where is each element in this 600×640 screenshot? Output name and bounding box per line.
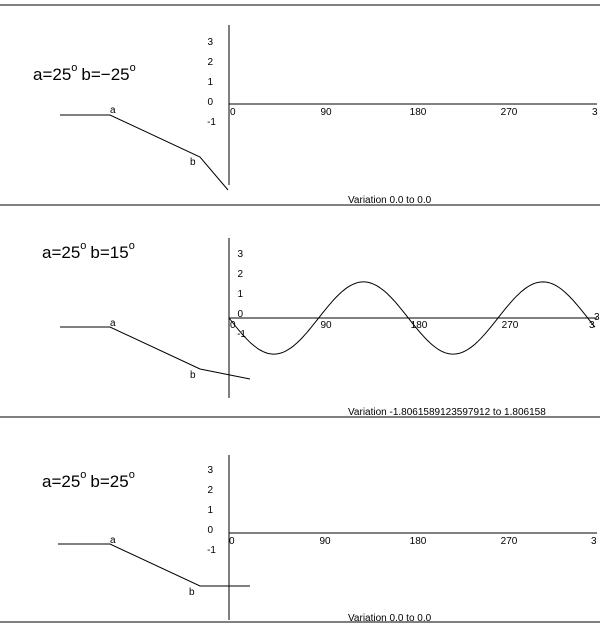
panel-2-y-tick: 2	[237, 269, 243, 280]
panel-1-y-tick: 2	[207, 57, 213, 68]
panel-2	[42, 238, 600, 418]
panel-2-y-tick: 0	[237, 309, 243, 320]
panel-1-x-tick: 0	[230, 107, 236, 118]
panel-1-x-tick: 3	[592, 107, 598, 118]
panel-1-path	[60, 115, 228, 190]
panel-1-title-b-degree: o	[129, 62, 136, 74]
panel-2-title-b: b=15	[90, 243, 129, 262]
panel-2-y-tick: -1	[237, 329, 246, 340]
panel-3-title-a: a=25	[42, 472, 81, 491]
panel-3-title-a-degree: o	[80, 469, 87, 481]
panel-2-x-axis-end-label: 3	[594, 312, 600, 323]
panel-3-y-tick: 0	[207, 525, 213, 536]
panel-2-title	[42, 240, 135, 262]
panel-3-y-tick: 2	[207, 485, 213, 496]
panel-1-x-tick: 180	[409, 107, 427, 118]
panel-2-point-a-label: a	[110, 318, 116, 329]
panel-1-x-tick: 270	[500, 107, 518, 118]
panel-3-variation: Variation 0.0 to 0.0	[348, 613, 432, 624]
panel-1	[33, 25, 598, 206]
panel-1-y-tick: -1	[207, 117, 216, 128]
panel-2-y-tick: 3	[237, 249, 243, 260]
panel-2-x-tick: 90	[320, 320, 332, 331]
panel-3-y-tick: -1	[207, 545, 216, 556]
panel-2-variation: Variation -1.8061589123597912 to 1.806158	[348, 407, 546, 418]
panel-2-x-tick: 180	[410, 320, 428, 331]
panel-3-title-b-degree: o	[128, 469, 135, 481]
panel-2-title-a: a=25	[42, 243, 81, 262]
panel-2-x-tick: 0	[230, 320, 236, 331]
panel-1-point-b-label: b	[190, 157, 196, 168]
panel-2-title-b-degree: o	[128, 240, 135, 252]
panel-1-title-a: a=25	[33, 65, 72, 84]
panel-1-title-b: b=−25	[81, 65, 130, 84]
panel-2-x-tick: 270	[501, 320, 519, 331]
panel-3-path	[58, 544, 250, 586]
panel-2-x-tick: 3	[589, 320, 595, 331]
panel-3	[42, 455, 597, 624]
panel-3-x-tick: 180	[409, 536, 427, 547]
panel-3-y-tick: 3	[207, 465, 213, 476]
panel-1-title-a-degree: o	[71, 62, 78, 74]
panel-2-point-b-label: b	[190, 370, 196, 381]
panel-1-x-tick: 90	[320, 107, 332, 118]
panel-3-title-b: b=25	[90, 472, 129, 491]
panel-3-title	[42, 469, 135, 491]
panel-3-point-b-label: b	[189, 587, 195, 598]
panel-3-x-tick: 90	[319, 536, 331, 547]
panel-1-y-tick: 1	[207, 77, 213, 88]
panel-1-point-a-label: a	[110, 105, 116, 116]
panel-1-variation: Variation 0.0 to 0.0	[348, 195, 432, 206]
panel-3-x-tick: 3	[591, 536, 597, 547]
panel-3-point-a-label: a	[110, 535, 116, 546]
panel-2-title-a-degree: o	[80, 240, 87, 252]
panel-2-y-tick: 1	[237, 289, 243, 300]
panel-1-y-tick: 3	[207, 37, 213, 48]
panel-1-y-tick: 0	[207, 97, 213, 108]
panel-1-title	[33, 62, 136, 84]
panel-3-x-tick: 270	[500, 536, 518, 547]
panel-2-path	[60, 327, 250, 379]
panel-3-y-tick: 1	[207, 505, 213, 516]
panel-3-x-tick: 0	[229, 536, 235, 547]
